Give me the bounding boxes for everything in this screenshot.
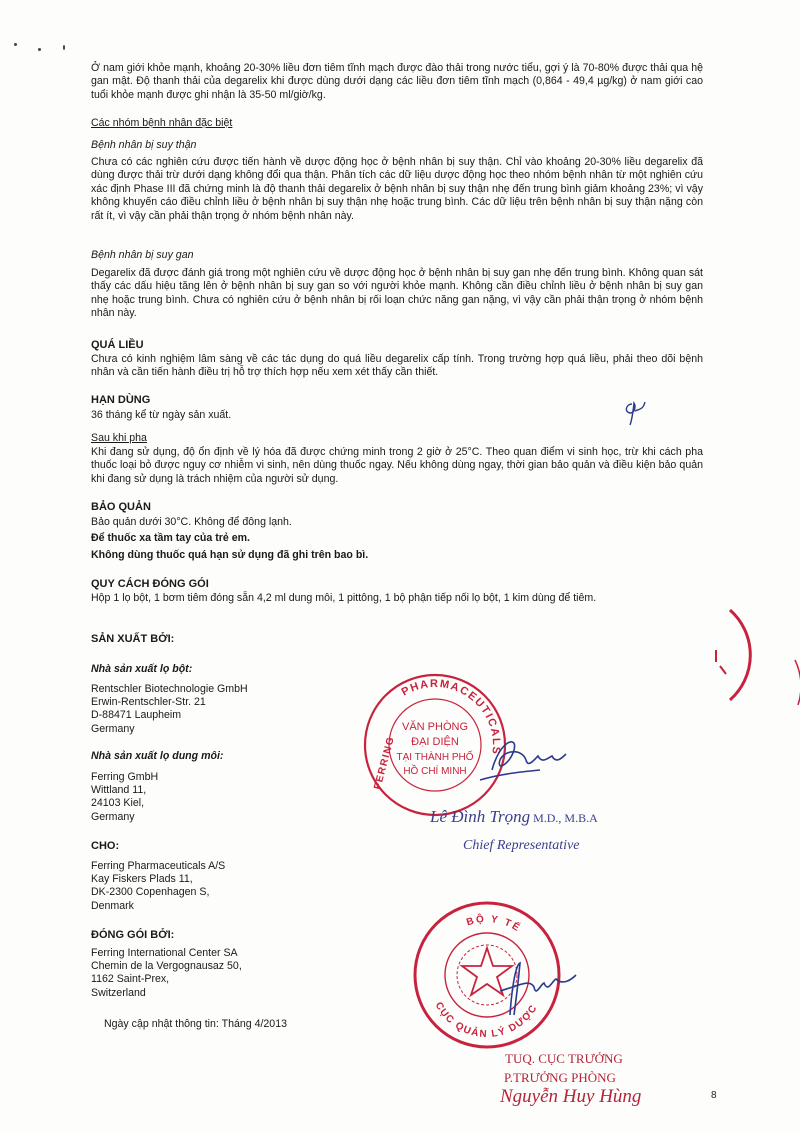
after-reconstitution-paragraph: Khi đang sử dụng, độ ổn định về lý hóa đã được chứng minh trong 2 giờ ở 25°C. Theo quan điểm vi sinh học, trừ khi cách pha thuốc loại bỏ được nguy cơ nhiễm vi sinh, nên dùng thuốc ngay. Nếu không dùng ngay, thời gian bảo quản và điều kiện bảo quản khi đang sử dụng là trách nhiệm của người sử dụng. bbox=[91, 446, 703, 485]
powder-manufacturer-title: Nhà sản xuất lọ bột: bbox=[91, 663, 193, 675]
packed-by-heading: ĐÓNG GÓI BỞI: bbox=[91, 929, 175, 941]
address-line: Ferring Pharmaceuticals A/S bbox=[91, 860, 226, 872]
address-line: Germany bbox=[91, 810, 135, 823]
address-line: Ferring International Center SA bbox=[91, 947, 238, 959]
official-title-line-1: TUQ. CỤC TRƯỞNG bbox=[505, 1051, 623, 1066]
representative-name: Lê Đình Trọng bbox=[430, 807, 531, 826]
svg-text:BỘ Y TẾ bbox=[465, 912, 524, 935]
address-line: Chemin de la Vergognausaz 50, bbox=[91, 960, 242, 973]
for-address bbox=[91, 860, 391, 913]
manufacturer-heading: SẢN XUẤT BỞI: bbox=[91, 633, 175, 645]
stamp-center-line: TẠI THÀNH PHỐ bbox=[396, 752, 474, 763]
scan-speck bbox=[38, 48, 41, 51]
address-line: Rentschler Biotechnologie GmbH bbox=[91, 683, 248, 695]
representative-signature bbox=[470, 730, 590, 790]
representative-title: Chief Representative bbox=[463, 838, 580, 853]
partial-edge-stamp bbox=[700, 600, 800, 710]
storage-line-1: Bảo quản dưới 30°C. Không để đông lạnh. bbox=[91, 516, 292, 528]
stamp-ring-text: PHARMACEUTICALS bbox=[399, 677, 503, 756]
storage-heading: BẢO QUẢN bbox=[91, 501, 151, 513]
powder-manufacturer-address bbox=[91, 683, 391, 736]
shelf-life-text: 36 tháng kể từ ngày sản xuất. bbox=[91, 409, 232, 421]
solvent-manufacturer-title: Nhà sản xuất lọ dung môi: bbox=[91, 750, 224, 762]
address-line: Denmark bbox=[91, 899, 134, 912]
scan-speck bbox=[63, 45, 65, 50]
stamp-center-line: HỒ CHÍ MINH bbox=[403, 766, 467, 777]
packaging-heading: QUY CÁCH ĐÓNG GÓI bbox=[91, 578, 209, 590]
stamp-ring-bottom: CỤC QUẢN LÝ DƯỢC bbox=[432, 1000, 541, 1041]
address-line: Erwin-Rentschler-Str. 21 bbox=[91, 696, 206, 709]
after-reconstitution-heading: Sau khi pha bbox=[91, 432, 147, 444]
special-groups-heading: Các nhóm bệnh nhân đặc biệt bbox=[91, 117, 233, 129]
page-number: 8 bbox=[711, 1090, 717, 1101]
renal-paragraph: Chưa có các nghiên cứu được tiến hành về dược động học ở bệnh nhân bị suy thận. Chỉ vào khoảng 20-30% liều degarelix đã dùng được thải trừ dưới dạng không đổi qua thận. Phân tích các dữ liệu dược động học theo nhóm bệnh nhân từ một nghiên cứu xác định Phase III đã chứng minh là độ thanh thải degarelix ở bệnh nhân bị suy thận nhẹ đến trung bình giảm khoảng 23%; vì vậy không khuyến cáo điều chỉnh liều ở bệnh nhân bị suy thận nhẹ hoặc trung bình. Các dữ liệu trên bệnh nhân bị suy thận nặng còn rất ít, vì vậy cần phải thận trọng ở nhóm bệnh nhân này. bbox=[91, 156, 703, 222]
stamp-ring-top: BỘ Y TẾ bbox=[465, 913, 523, 935]
address-line: Kay Fiskers Plads 11, bbox=[91, 873, 193, 886]
address-line: Wittland 11, bbox=[91, 784, 147, 797]
hepatic-subheading: Bệnh nhân bị suy gan bbox=[91, 249, 194, 261]
address-line: DK-2300 Copenhagen S, bbox=[91, 886, 210, 899]
overdose-paragraph: Chưa có kinh nghiệm lâm sàng về các tác dụng do quá liều degarelix cấp tính. Trong trường hợp quá liều, phải theo dõi bệnh nhân và cần tiến hành điều trị hỗ trợ thích hợp nếu xem xét thấy cần thiết. bbox=[91, 353, 703, 379]
address-line: D-88471 Laupheim bbox=[91, 709, 182, 722]
elimination-paragraph: Ở nam giới khỏe mạnh, khoảng 20-30% liều đơn tiêm tĩnh mạch được đào thải trong nước tiểu, gợi ý là 70-80% được thải qua hệ gan mật. Độ thanh thải của degarelix khi được dùng dưới dạng các liều đơn tiêm tĩnh mạch (0,864 - 49,4 µg/kg) ở nam giới cao tuổi khỏe mạnh được ghi nhận là 35-50 ml/giờ/kg. bbox=[91, 62, 703, 101]
stamp-ring-text-left: FERRING bbox=[372, 734, 398, 791]
address-line: 1162 Saint-Prex, bbox=[91, 973, 170, 986]
storage-line-2: Để thuốc xa tầm tay của trẻ em. bbox=[91, 532, 250, 544]
shelf-life-heading: HẠN DÙNG bbox=[91, 394, 151, 406]
official-signature bbox=[490, 955, 580, 1025]
scan-speck bbox=[14, 43, 17, 46]
stamp-center-line: VĂN PHÒNG bbox=[401, 721, 469, 733]
address-line: Germany bbox=[91, 722, 135, 735]
renal-subheading: Bệnh nhân bị suy thận bbox=[91, 139, 197, 151]
address-line: Switzerland bbox=[91, 986, 146, 999]
packaging-text: Hộp 1 lọ bột, 1 bơm tiêm đóng sẵn 4,2 ml dung môi, 1 pittông, 1 bộ phận tiếp nối lọ bột, 1 kim dùng để tiêm. bbox=[91, 592, 597, 604]
representative-degree: M.D., M.B.A bbox=[533, 811, 598, 825]
address-line: Ferring GmbH bbox=[91, 771, 159, 783]
update-date: Ngày cập nhật thông tin: Tháng 4/2013 bbox=[104, 1018, 287, 1030]
official-title-line-2: P.TRƯỞNG PHÒNG bbox=[504, 1070, 616, 1085]
packed-by-address bbox=[91, 947, 391, 1000]
solvent-manufacturer-address bbox=[91, 771, 391, 824]
address-line: 24103 Kiel, bbox=[91, 797, 145, 810]
hepatic-paragraph: Degarelix đã được đánh giá trong một nghiên cứu về dược động học ở bệnh nhân bị suy gan nhẹ đến trung bình. Không quan sát thấy các dấu hiệu tăng lên ở bệnh nhân bị suy gan so với người khỏe mạnh. Không cần điều chỉnh liều ở bệnh nhân bị suy gan nhẹ hoặc trung bình. Chưa có nghiên cứu ở bệnh nhân bị rối loạn chức năng gan nặng, vì vậy cần phải thận trọng ở nhóm bệnh nhân này. bbox=[91, 267, 703, 320]
official-name: Nguyễn Huy Hùng bbox=[500, 1086, 642, 1107]
initials-signature bbox=[618, 398, 658, 428]
representative-block bbox=[430, 807, 690, 826]
storage-line-3: Không dùng thuốc quá hạn sử dụng đã ghi trên bao bì. bbox=[91, 549, 369, 561]
stamp-center-line: ĐẠI DIỆN bbox=[411, 736, 459, 748]
for-heading: CHO: bbox=[91, 840, 120, 852]
overdose-heading: QUÁ LIỀU bbox=[91, 339, 144, 351]
